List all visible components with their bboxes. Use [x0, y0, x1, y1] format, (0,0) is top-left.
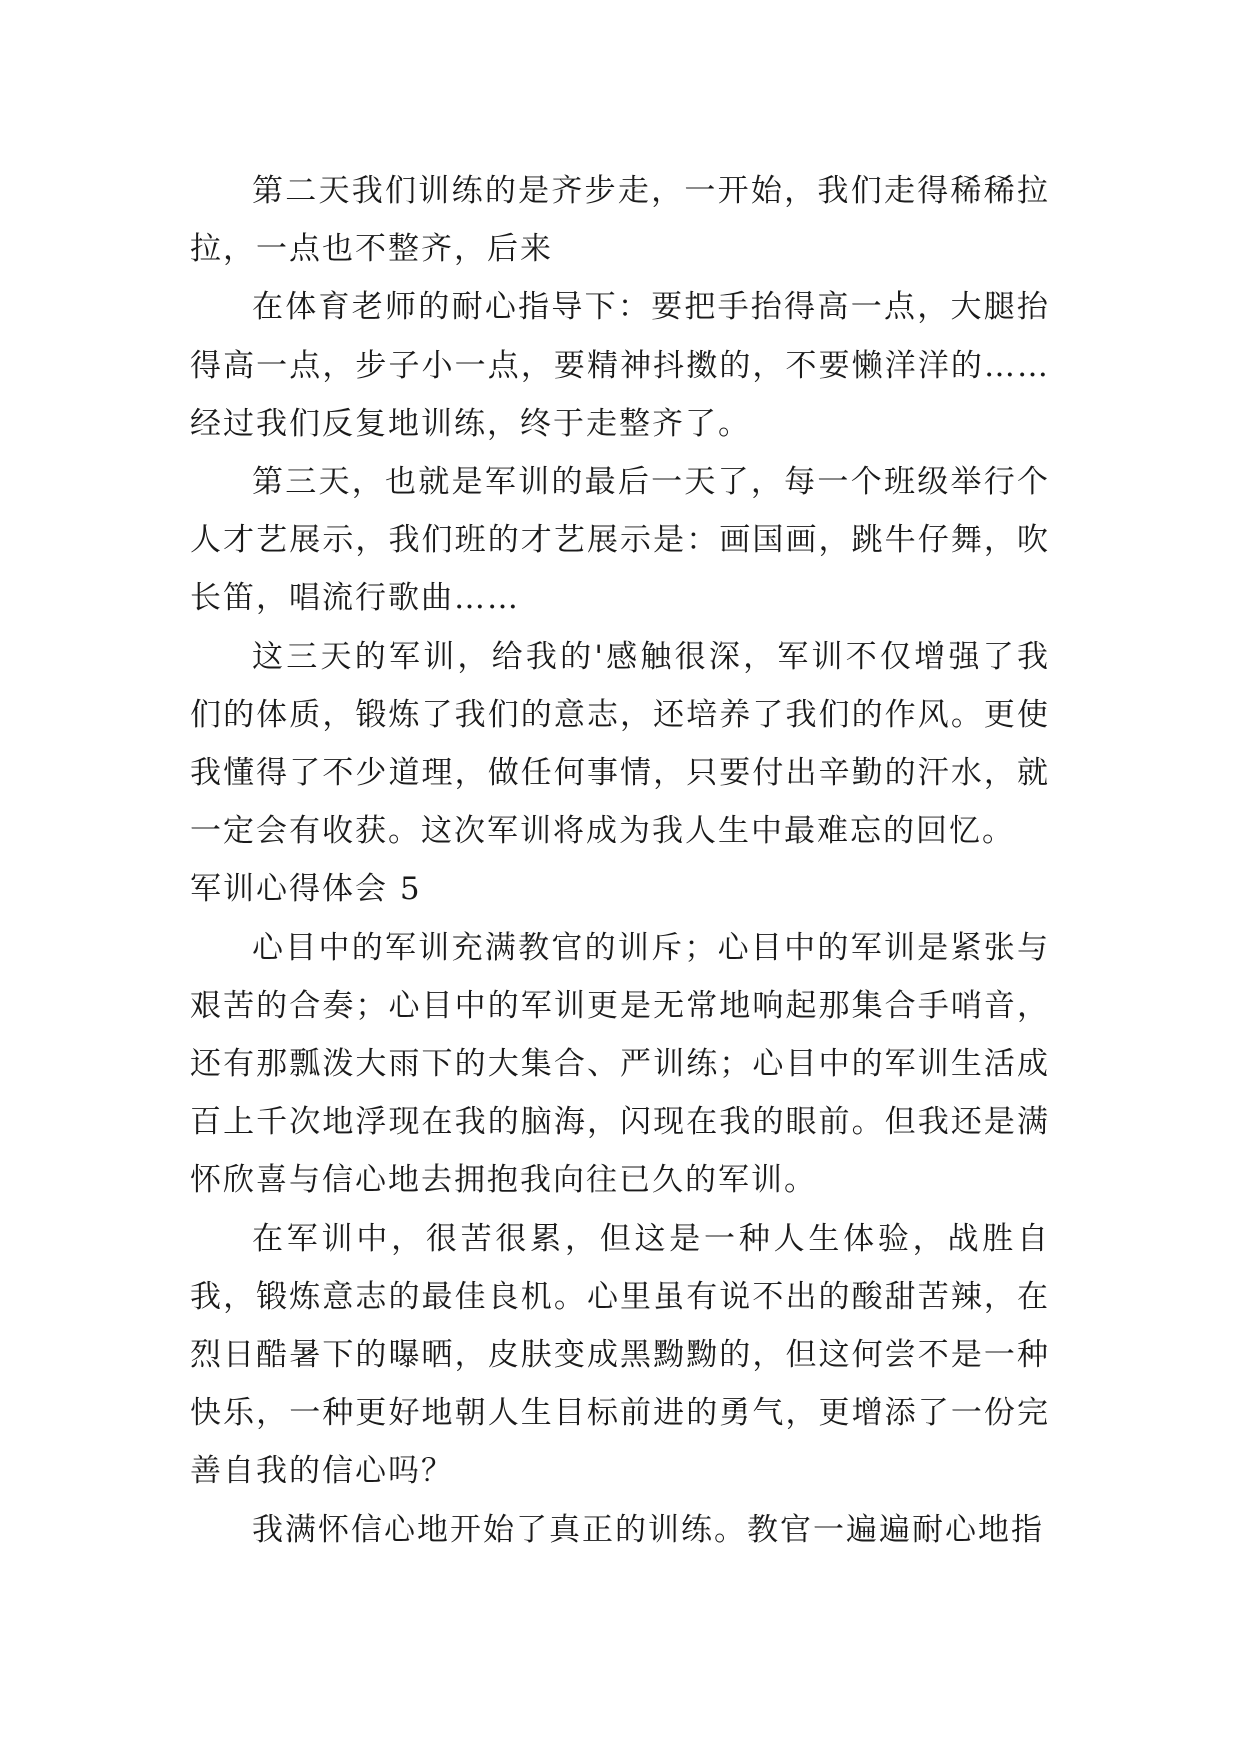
- paragraph: 第二天我们训练的是齐步走，一开始，我们走得稀稀拉拉，一点也不整齐，后来: [190, 173, 1050, 268]
- document-body: [190, 162, 1050, 1559]
- paragraph: 第三天，也就是军训的最后一天了，每一个班级举行个人才艺展示，我们班的才艺展示是：画国画，跳牛仔舞，吹长笛，唱流行歌曲……: [190, 464, 1050, 617]
- paragraph: 我满怀信心地开始了真正的训练。教官一遍遍耐心地指: [252, 1511, 1044, 1548]
- paragraph: 在军训中，很苦很累，但这是一种人生体验，战胜自我，锻炼意志的最佳良机。心里虽有说不出的酸甜苦辣，在烈日酷暑下的曝晒，皮肤变成黑黝黝的，但这何尝不是一种快乐，一种更好地朝人生目标前进的勇气，更增添了一份完善自我的信心吗？: [190, 1220, 1050, 1490]
- paragraph: 心目中的军训充满教官的训斥；心目中的军训是紧张与艰苦的合奏；心目中的军训更是无常地响起那集合手哨音，还有那瓢泼大雨下的大集合、严训练；心目中的军训生活成百上千次地浮现在我的脑海，闪现在我的眼前。但我还是满怀欣喜与信心地去拥抱我向往已久的军训。: [190, 929, 1050, 1199]
- paragraph: 在体育老师的耐心指导下：要把手抬得高一点，大腿抬得高一点，步子小一点，要精神抖擞的，不要懒洋洋的……经过我们反复地训练，终于走整齐了。: [190, 289, 1050, 442]
- section-heading: 军训心得体会 5: [190, 871, 422, 908]
- paragraph: 这三天的军训，给我的'感触很深，军训不仅增强了我们的体质，锻炼了我们的意志，还培养了我们的作风。更使我懂得了不少道理，做任何事情，只要付出辛勤的汗水，就一定会有收获。这次军训将成为我人生中最难忘的回忆。: [190, 638, 1050, 850]
